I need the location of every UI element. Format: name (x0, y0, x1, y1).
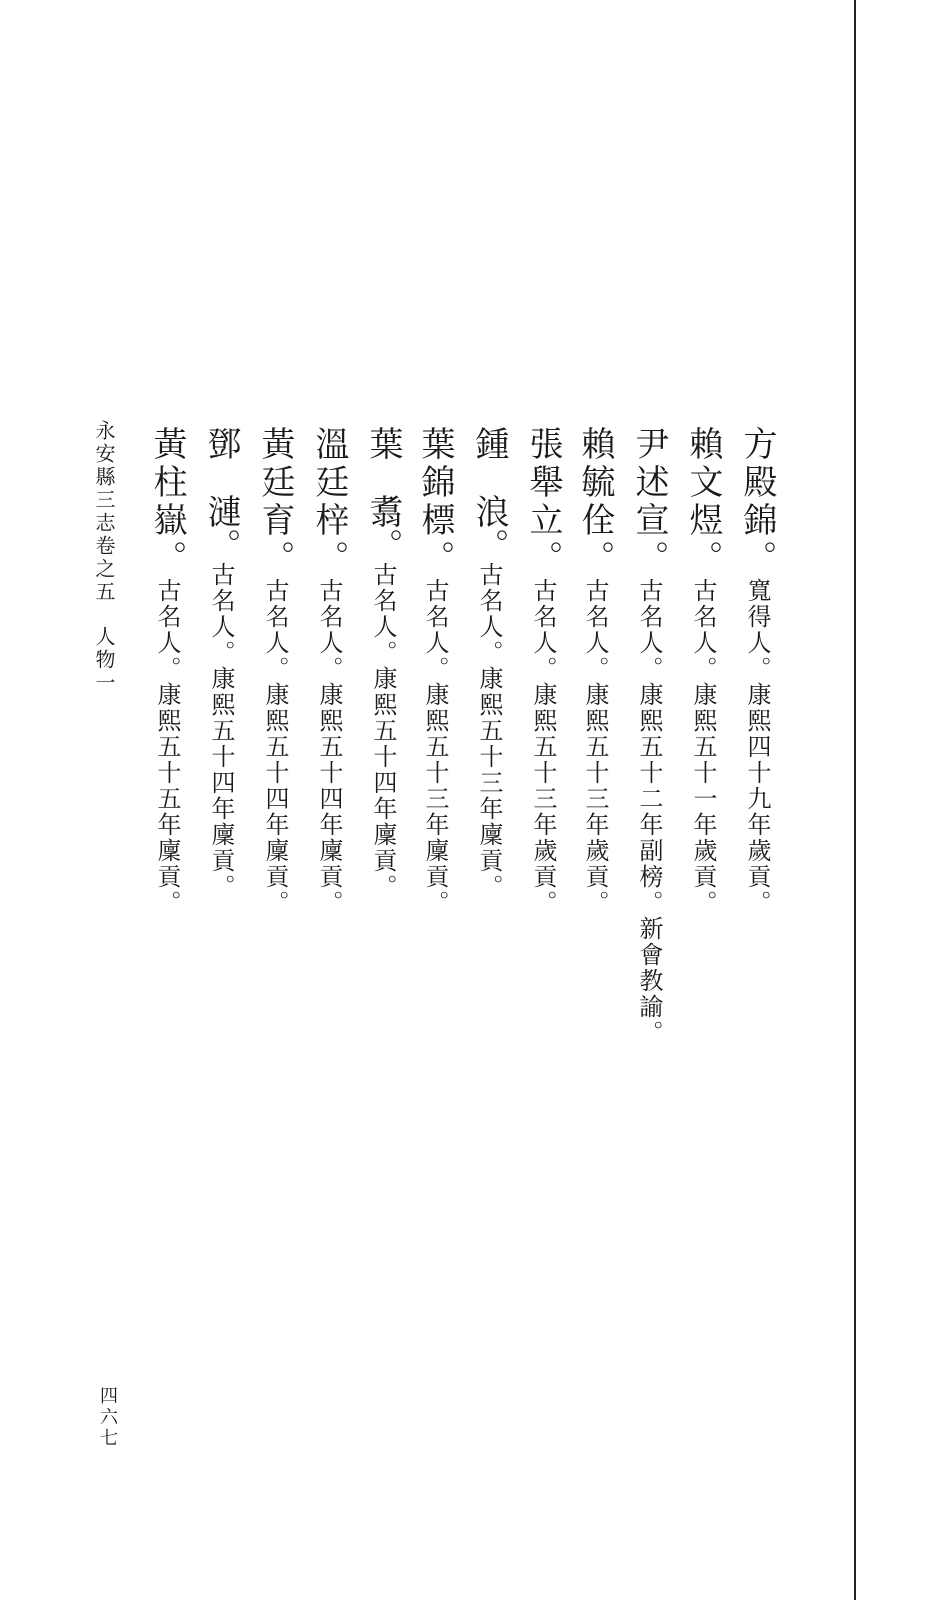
person-detail: 古名人。康熙五十四年廩貢。 (315, 578, 343, 916)
person-detail: 古名人。康熙五十三年廩貢。 (475, 562, 503, 900)
section-title: 人物一 (92, 626, 116, 695)
entry-column (629, 426, 669, 1046)
person-detail: 古名人。康熙五十四年廩貢。 (369, 562, 397, 900)
entry-column (683, 426, 723, 916)
person-detail: 古名人。康熙五十四年廩貢。 (207, 562, 235, 900)
person-detail: 古名人。康熙五十三年廩貢。 (421, 578, 449, 916)
entry-column (469, 426, 509, 900)
person-name: 鄧漣。 (201, 426, 241, 562)
entry-column (147, 426, 187, 916)
page-number: 四六七 (97, 1386, 118, 1449)
person-detail: 古名人。康熙五十三年歲貢。 (529, 578, 557, 916)
person-name: 黃廷育。 (255, 426, 295, 578)
entry-column (523, 426, 563, 916)
page-edge-line (854, 0, 856, 1600)
person-name: 葉翥。 (363, 426, 403, 562)
entry-column (415, 426, 455, 916)
entry-column (309, 426, 349, 916)
entry-column (201, 426, 241, 900)
book-title: 永安縣三志卷之五 (92, 420, 116, 604)
entry-column (255, 426, 295, 916)
person-detail: 古名人。康熙五十五年廩貢。 (153, 578, 181, 916)
person-name: 賴毓佺。 (575, 426, 615, 578)
person-name: 黃柱嶽。 (147, 426, 187, 578)
person-name: 尹述宣。 (629, 426, 669, 578)
person-detail: 古名人。康熙五十三年歲貢。 (581, 578, 609, 916)
person-detail: 寬得人。康熙四十九年歲貢。 (743, 578, 771, 916)
person-name: 賴文煜。 (683, 426, 723, 578)
person-detail: 古名人。康熙五十四年廩貢。 (261, 578, 289, 916)
margin-title (94, 420, 114, 695)
person-name: 鍾浪。 (469, 426, 509, 562)
entry-column (737, 426, 777, 916)
person-name: 溫廷梓。 (309, 426, 349, 578)
person-name: 方殿錦。 (737, 426, 777, 578)
entry-column (363, 426, 403, 900)
person-name: 葉錦標。 (415, 426, 455, 578)
person-detail: 古名人。康熙五十二年副榜。新會教諭。 (635, 578, 663, 1046)
person-detail: 古名人。康熙五十一年歲貢。 (689, 578, 717, 916)
entry-column (575, 426, 615, 916)
person-name: 張舉立。 (523, 426, 563, 578)
